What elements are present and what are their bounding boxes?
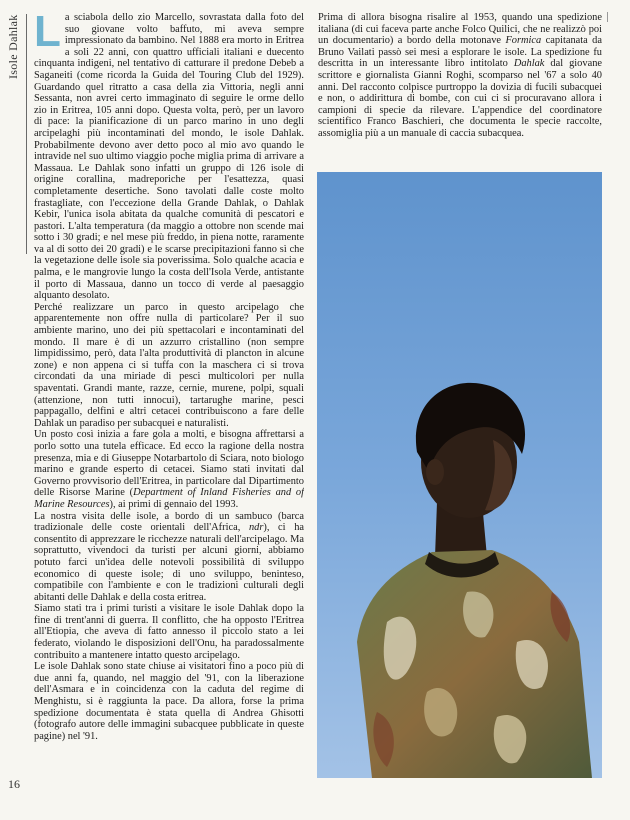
- book-title: Dahlak: [513, 58, 545, 70]
- running-title-text: Isole Dahlak: [6, 14, 20, 79]
- page-number: 16: [8, 777, 20, 791]
- portrait-illustration: [317, 172, 602, 778]
- article-column-right: [318, 12, 602, 170]
- editor-note: ndr: [248, 522, 264, 534]
- paragraph-4-text-a: La nostra visita delle isole, a bordo di un sambuco (barca tradizionale delle coste orientali dell'Africa,: [34, 510, 304, 534]
- running-title: [6, 14, 20, 124]
- paragraph-3: [34, 429, 304, 510]
- margin-rule: [26, 14, 27, 254]
- paragraph-7-text-b: capitanata da Bruno Vailati passò sei mesi a esplorare le isole. La spedizione fu descritta in un interessante libro intitolato: [318, 35, 602, 70]
- article-column-left: [34, 12, 304, 782]
- paragraph-7-text-c: dal giovane scrittore e giornalista Gianni Roghi, scomparso nel '67 a solo 40 anni. Del racconto colpisce purtroppo la dovizia di fucili subacquei e non, o addirittura di bombe, con cui ci si procuravano allora i campioni di specie da rilevare. L'appendice del coordinatore scientifico Franco Baschieri, che documenta le specie raccolte, assomiglia più a un manuale di caccia subacquea.: [318, 58, 602, 139]
- paragraph-1: [34, 12, 304, 302]
- department-name: Department of Inland Fisheries and of Marine Resources: [34, 487, 304, 510]
- edge-mark: [607, 12, 608, 22]
- ship-name: Formica: [505, 35, 542, 47]
- paragraph-3-text-b: ), ai primi di gennaio del 1993.: [109, 498, 239, 510]
- portrait-photo: [317, 172, 602, 778]
- paragraph-2: Perché realizzare un parco in questo arcipelago che apparentemente non offre nulla di particolare? Per il suo ambiente marino, uno dei più spettacolari e incontaminati del mondo. Il mare è di un azzurro cristallino (non sempre limpidissimo, però, data l'alta produttività di plancton in alcune zone) e non appena ci si tuffa con la maschera ci si trova circondati da una miriade di pesci multicolori per nulla spaventati. Grandi mante, razze, cernie, murene, polpi, squali (attenzione, non tutti innocui), tartarughe marine, pesci pappagallo, delfini e altri cetacei contribuiscono a fare delle Dahlak un paradiso per subacquei e naturalisti.: [34, 301, 304, 429]
- paragraph-1-text: a sciabola dello zio Marcello, sovrastata dalla foto del suo giovane volto baffuto, mi aveva sempre impressionato da bambino. Nel 1888 era morto in Eritrea a soli 22 anni, con quattro ufficiali italiani e duecento cinquanta indigeni, nel tentativo di catturare il predone Debeb a Saganeiti (come ricorda la Guida del Touring Club del 1929). Guardando quel ritratto a casa della zia Vittoria, negli anni Sessanta, non avrei certo immaginato di seguire le orme dello zio in Eritrea, 105 anni dopo. Questa volta, però, per un lavoro di pace: la pianificazione di un parco marino in uno degli arcipelaghi più incontaminati del mondo, le isole Dahlak. Probabilmente devono aver detto poco al mio avo quando le intravide nel suo ultimo viaggio poche miglia prima di arrivare a Massaua. Le Dahlak sono infatti un gruppo di 126 isole di origine corallina, madreporiche per l'esattezza, quasi completamente desertiche. Sono tavolati dalle coste molto frastagliate, con l'eccezione della Grande Dahlak, o Dahlak Kebir, l'unica isola abitata da qualche comunità di pescatori e pastori. L'alta temperatura (da maggio a ottobre non scende mai sotto i 30 gradi; e nel mese più freddo, in piena notte, raramente va al di sotto dei 20 gradi) e le scarse precipitazioni fanno sì che la vegetazione delle isole sia poverissima. Solo qualche acacia e palma, e le mangrovie lungo la costa dell'Isola Verde, antistante il porto di Massaua, danno un tocco di verde al paesaggio alquanto desolato.: [34, 12, 304, 302]
- paragraph-3-text-a: Un posto così inizia a fare gola a molti, e bisogna affrettarsi a porlo sotto una tutela efficace. Ed ecco la ragione della nostra presenza, mia e di Giuseppe Notarbartolo di Sciara, noto biologo marino e grande esperto di cetacei. Siamo stati invitati dal Governo provvisorio dell'Eritrea, in particolare dal Dipartimento delle Risorse Marine (: [34, 429, 304, 499]
- paragraph-7-text-a: Prima di allora bisogna risalire al 1953, quando una spedizione italiana (di cui faceva parte anche Folco Quilici, che ne realizzò poi un documentario) a bordo della motonave: [318, 12, 602, 47]
- drop-cap: L: [34, 12, 61, 56]
- paragraph-7: [318, 12, 602, 140]
- paragraph-4: [34, 511, 304, 604]
- paragraph-4-text-b: ), ci ha consentito di apprezzare le ricchezze naturali dell'arcipelago. Ma soprattutto, vivendoci da turisti per alcuni giorni, abbiamo potuto farci un'idea delle notevoli possibilità di sviluppo economico di queste isole; di uno sviluppo, beninteso, compatibile con l'ambiente e con le tradizioni culturali degli abitanti delle Dahlak e della costa eritrea.: [34, 522, 304, 603]
- paragraph-5: Siamo stati tra i primi turisti a visitare le isole Dahlak dopo la fine di trent'anni di guerra. Il conflitto, che ha opposto l'Eritrea all'Etiopia, che aveva di fatto annesso il piccolo stato a lei federato, violando le disposizioni dell'Onu, ha paradossalmente contribuito a mantenere intatto questo arcipelago.: [34, 603, 304, 661]
- paragraph-6: Le isole Dahlak sono state chiuse ai visitatori fino a poco più di due anni fa, quando, nel maggio del '91, con la liberazione dell'Asmara e in coincidenza con la caduta del regime di Menghistu, si è raggiunta la pace. Da allora, forse la prima spedizione documentata è stata quella di Andrea Ghisotti (fotografo autore delle immagini subacquee pubblicate in queste pagine) nel '91.: [34, 661, 304, 742]
